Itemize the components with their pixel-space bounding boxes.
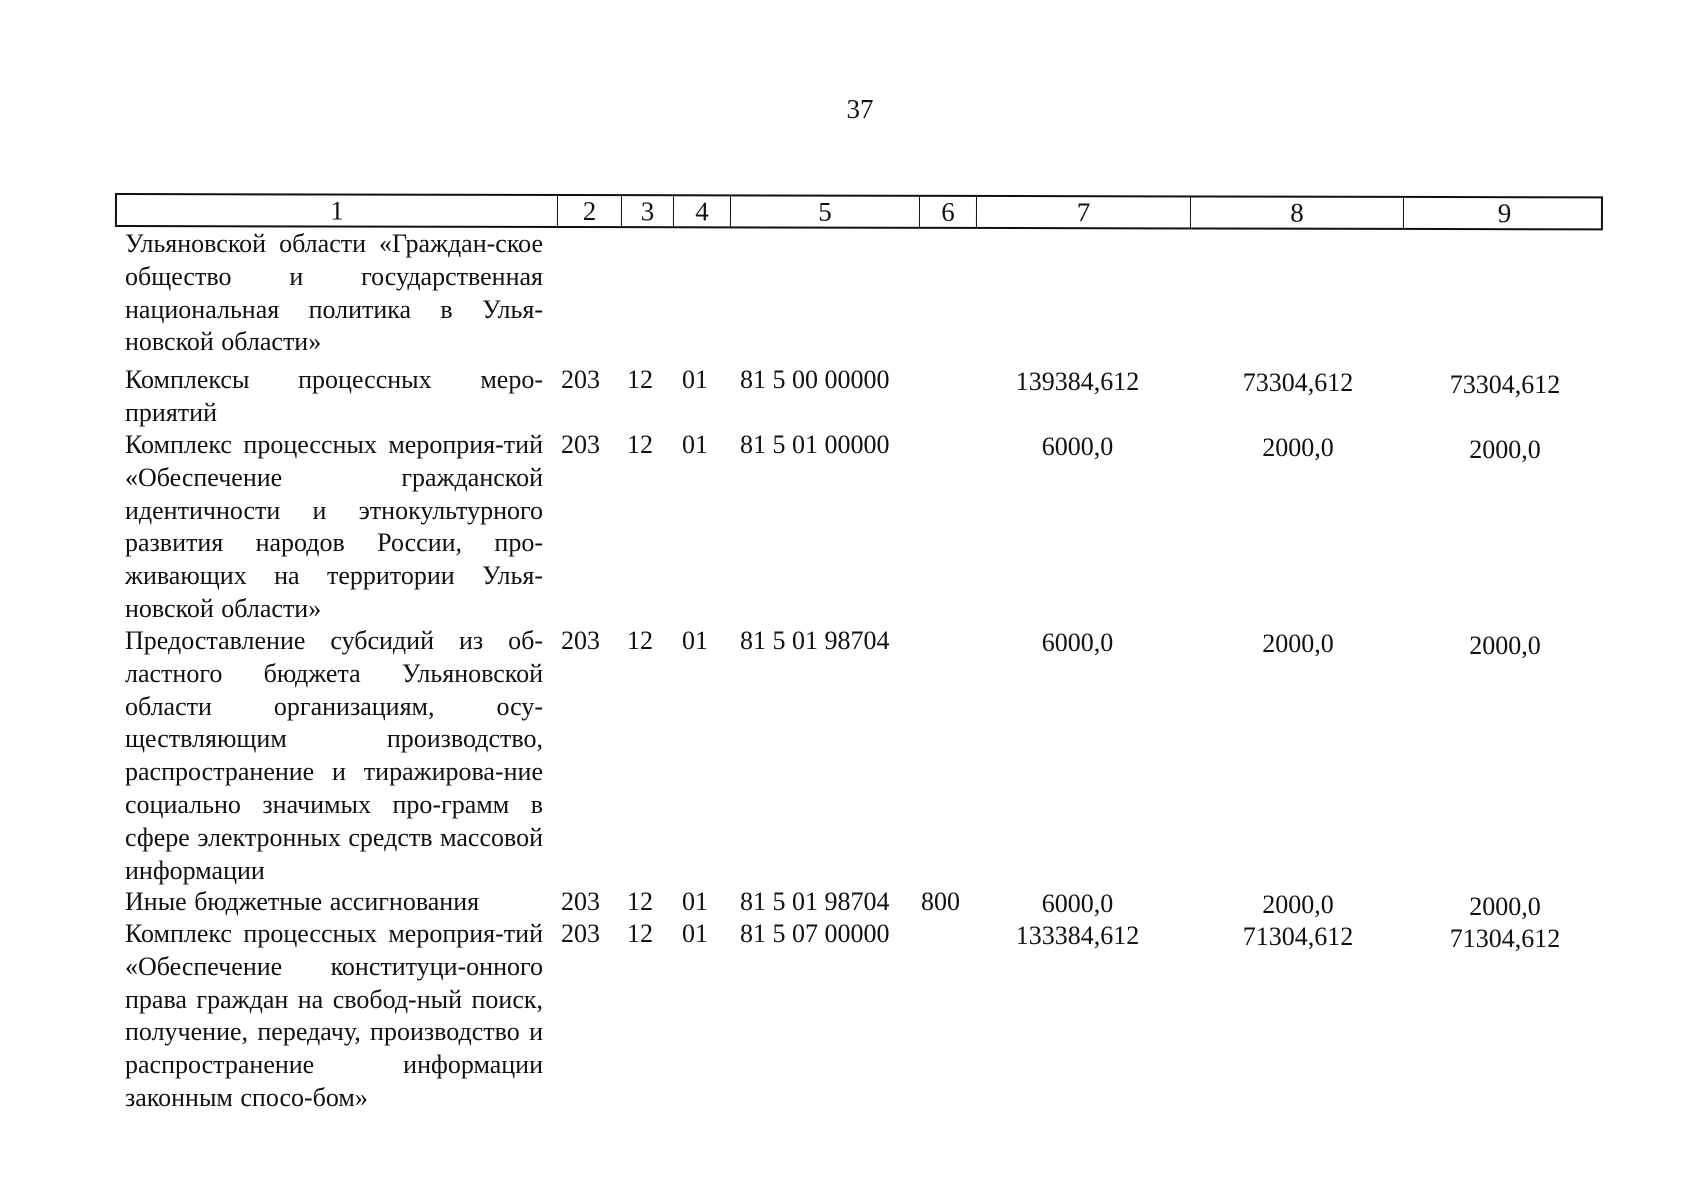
row-amount-col7: 6000,0 — [1041, 432, 1114, 461]
row-amount-col9: 71304,612 — [1449, 924, 1561, 953]
row-target-article: 81 5 00 00000 — [740, 365, 890, 394]
row-code-subsection: 01 — [682, 365, 708, 394]
header-col-4: 4 — [673, 196, 730, 226]
header-col-9: 9 — [1403, 198, 1605, 228]
header-col-2: 2 — [557, 196, 621, 226]
row-amount-col9: 2000,0 — [1469, 892, 1541, 921]
row-amount-col8: 2000,0 — [1262, 433, 1334, 462]
row-target-article: 81 5 01 98704 — [740, 626, 890, 655]
row-expense-type: 800 — [921, 887, 960, 916]
row-target-article: 81 5 07 00000 — [740, 919, 890, 948]
row-description: Комплекс процессных мероприя-тий «Обеспечение гражданской идентичности и этнокультурного развития народов России, про-живающих на территории Улья-новской области» — [125, 430, 543, 623]
row-code-admin: 203 — [561, 626, 600, 655]
row-description: Комплекс процессных мероприя-тий «Обеспечение конституци-онного права граждан на свобод-ный поиск, получение, передачу, производство и распространение информации законным спосо-бом» — [125, 919, 543, 1112]
row-amount-col8: 2000,0 — [1262, 890, 1334, 919]
row-code-subsection: 01 — [682, 430, 708, 459]
row-amount-col7: 6000,0 — [1041, 628, 1114, 657]
row-code-section: 12 — [627, 430, 653, 459]
row-code-section: 12 — [627, 887, 653, 916]
row-code-subsection: 01 — [682, 887, 708, 916]
row-amount-col9: 73304,612 — [1449, 370, 1561, 399]
page-number: 37 — [846, 94, 874, 124]
header-col-7: 7 — [976, 197, 1190, 227]
row-target-article: 81 5 01 98704 — [740, 887, 890, 916]
row-code-admin: 203 — [561, 365, 600, 394]
row-description: Предоставление субсидий из об-ластного бюджета Ульяновской области организациям, осу-ществляющим производство, распространение и тиражирова-ние социально значимых про-грамм в сфере электронных средств массовой информации — [125, 626, 543, 885]
row-code-section: 12 — [627, 626, 653, 655]
row-amount-col8: 73304,612 — [1242, 368, 1354, 397]
row-amount-col7: 139384,612 — [1015, 367, 1140, 396]
row-description: Ульяновской области «Граждан-ское общество и государственная национальная политика в Улья-новской области» — [125, 229, 543, 357]
header-col-3: 3 — [621, 196, 673, 226]
header-col-6: 6 — [919, 197, 976, 227]
header-col-1: 1 — [330, 195, 344, 226]
row-amount-col9: 2000,0 — [1469, 435, 1541, 464]
row-amount-col7: 133384,612 — [1015, 921, 1140, 950]
row-description: Комплексы процессных меро-приятий — [125, 365, 543, 427]
header-col-8: 8 — [1190, 197, 1403, 227]
row-target-article: 81 5 01 00000 — [740, 430, 890, 459]
row-code-subsection: 01 — [682, 626, 708, 655]
row-code-section: 12 — [627, 919, 653, 948]
row-amount-col9: 2000,0 — [1469, 631, 1541, 660]
table-header — [115, 193, 1603, 230]
row-code-admin: 203 — [561, 919, 600, 948]
row-description: Иные бюджетные ассигнования — [125, 887, 480, 916]
row-amount-col8: 2000,0 — [1262, 629, 1334, 658]
row-code-section: 12 — [627, 365, 653, 394]
row-code-admin: 203 — [561, 887, 600, 916]
row-code-subsection: 01 — [682, 919, 708, 948]
row-code-admin: 203 — [561, 430, 600, 459]
row-amount-col8: 71304,612 — [1242, 922, 1354, 951]
header-col-5: 5 — [730, 196, 919, 226]
row-amount-col7: 6000,0 — [1041, 889, 1114, 918]
